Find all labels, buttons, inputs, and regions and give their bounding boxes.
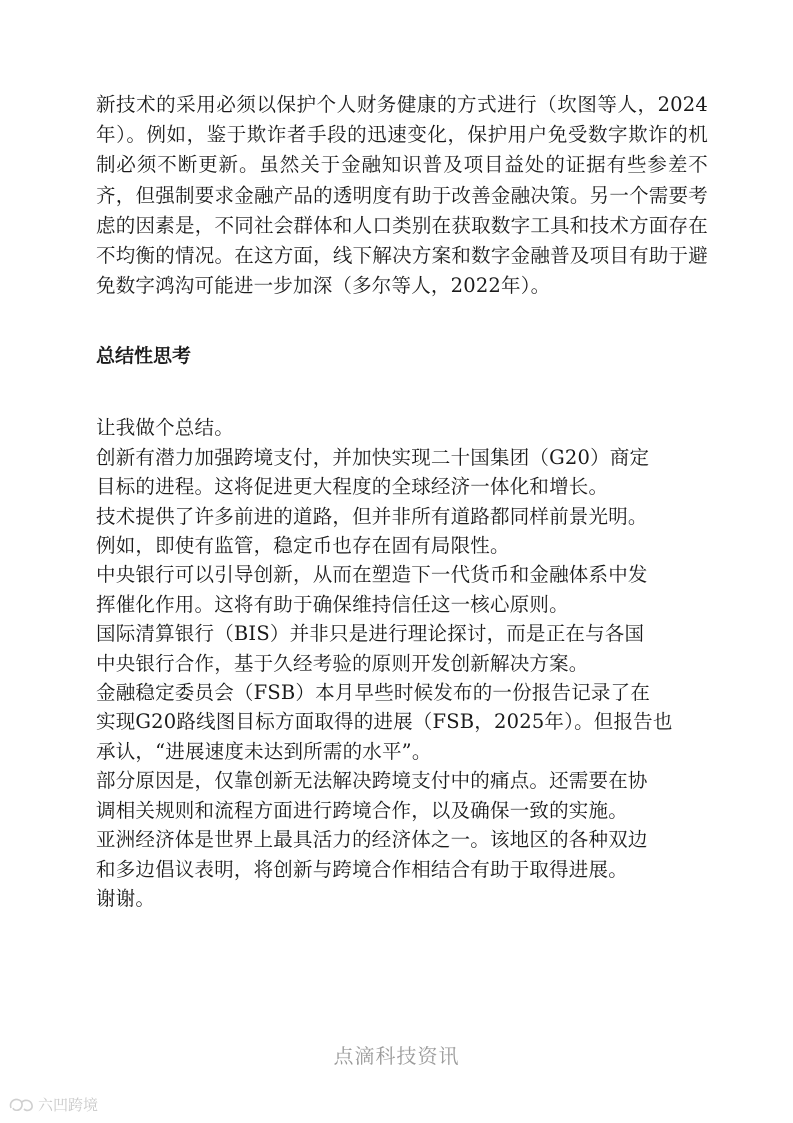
conclusion-line: 国际清算银行（BIS）并非只是进行理论探讨，而是正在与各国	[96, 622, 645, 646]
conclusion-line: 挥催化作用。这将有助于确保维持信任这一核心原则。	[96, 592, 569, 616]
conclusion-line: 中央银行可以引导创新，从而在塑造下一代货币和金融体系中发	[96, 563, 648, 587]
footer-source: 点滴科技资讯	[333, 1044, 460, 1068]
conclusion-text	[96, 413, 708, 913]
conclusion-line: 亚洲经济体是世界上最具活力的经济体之一。该地区的各种双边	[96, 828, 648, 852]
conclusion-line: 金融稳定委员会（FSB）本月早些时候发布的一份报告记录了在	[96, 681, 651, 705]
conclusion-line: 调相关规则和流程方面进行跨境合作，以及确保一致的实施。	[96, 798, 628, 822]
watermark-text: 六凹跨境	[38, 1096, 99, 1114]
conclusion-line: 让我做个总结。	[96, 416, 234, 440]
conclusion-line: 技术提供了许多前进的道路，但并非所有道路都同样前景光明。	[96, 504, 648, 528]
conclusion-line: 部分原因是，仅靠创新无法解决跨境支付中的痛点。还需要在协	[96, 769, 648, 793]
watermark	[8, 1094, 98, 1115]
conclusion-line: 和多边倡议表明，将创新与跨境合作相结合有助于取得进展。	[96, 857, 628, 881]
section-heading: 总结性思考	[96, 345, 192, 368]
conclusion-line: 例如，即使有监管，稳定币也存在固有局限性。	[96, 534, 510, 558]
watermark-logo-icon	[8, 1096, 34, 1114]
conclusion-line: 目标的进程。这将促进更大程度的全球经济一体化和增长。	[96, 475, 609, 499]
intro-paragraph: 新技术的采用必须以保护个人财务健康的方式进行（坎图等人，2024年）。例如，鉴于欺诈者手段的迅速变化，保护用户免受数字欺诈的机制必须不断更新。虽然关于金融知识普及项目益处的证据有些参差不齐，但强制要求金融产品的透明度有助于改善金融决策。另一个需要考虑的因素是，不同社会群体和人口类别在获取数字工具和技术方面存在不均衡的情况。在这方面，线下解决方案和数字金融普及项目有助于避免数字鸿沟可能进一步加深（多尔等人，2022年）。	[96, 93, 708, 298]
conclusion-line: 创新有潜力加强跨境支付，并加快实现二十国集团（G20）商定	[96, 445, 650, 469]
document-body	[96, 90, 708, 913]
conclusion-line: 承认，“进展速度未达到所需的水平”。	[96, 739, 432, 763]
conclusion-line: 实现G20路线图目标方面取得的进展（FSB，2025年）。但报告也	[96, 710, 673, 734]
conclusion-line: 中央银行合作，基于久经考验的原则开发创新解决方案。	[96, 651, 589, 675]
conclusion-line: 谢谢。	[96, 886, 156, 910]
